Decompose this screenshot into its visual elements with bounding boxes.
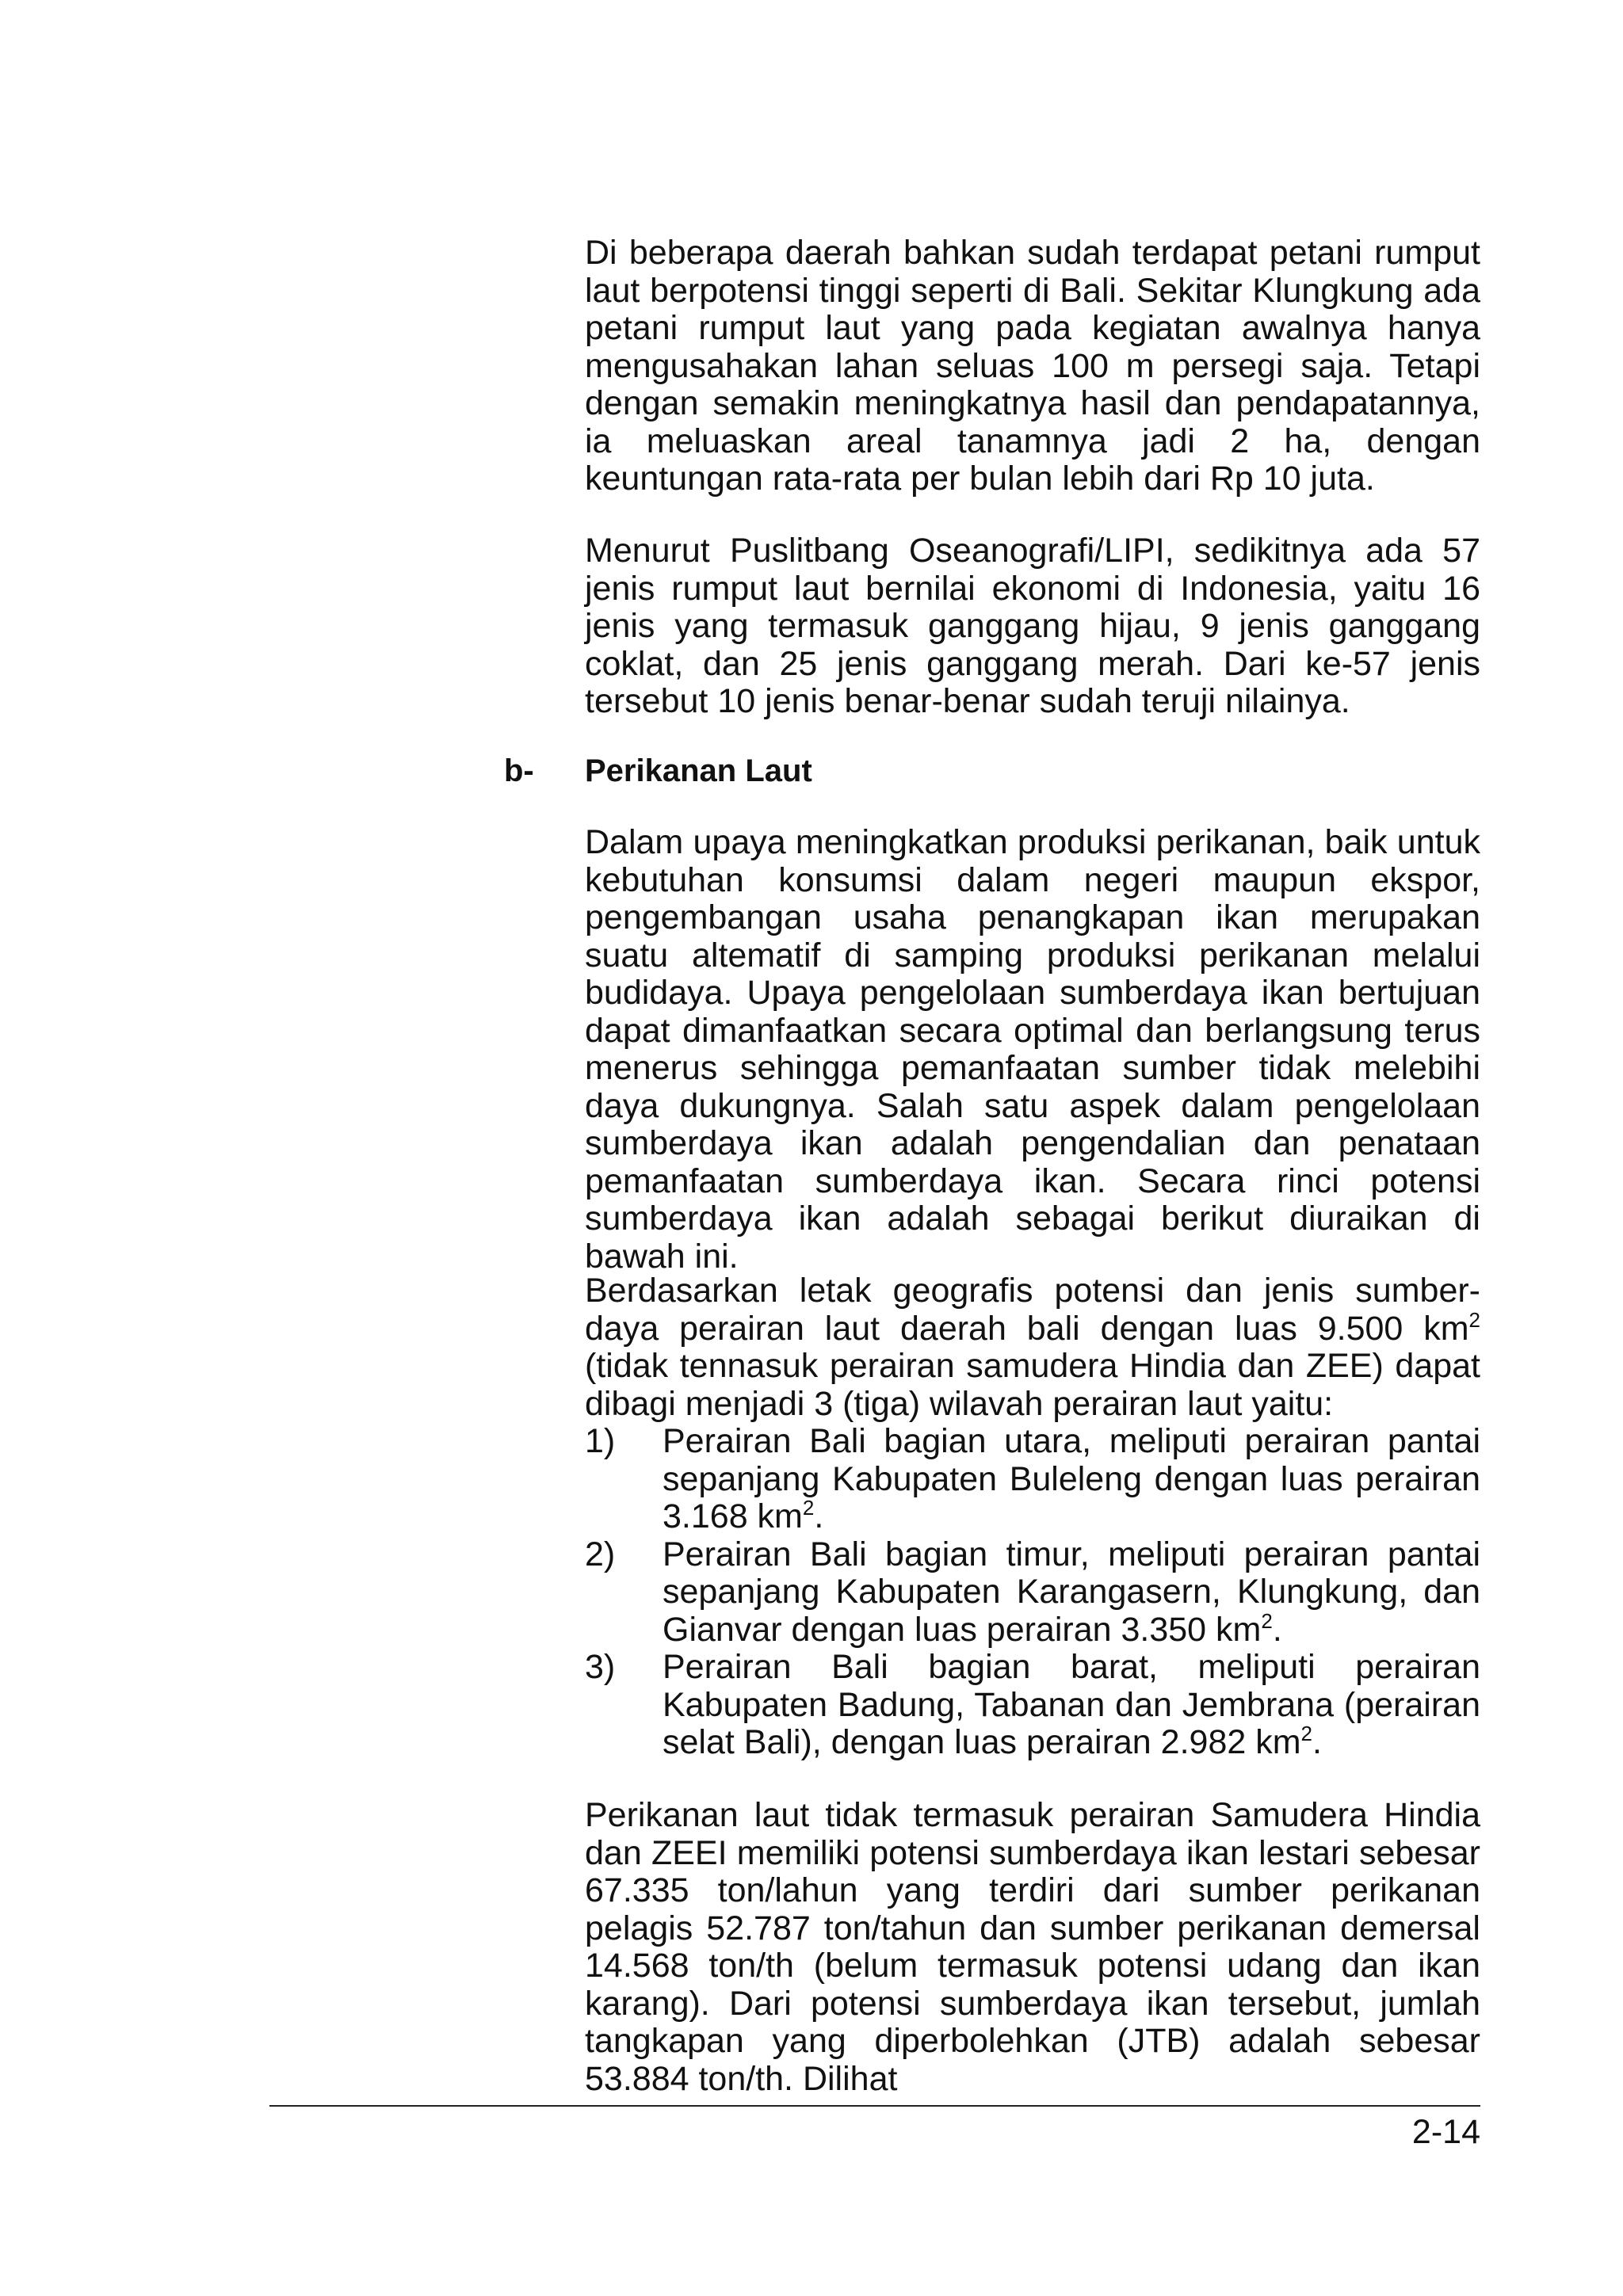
paragraph-fisheries-intro (585, 824, 1480, 1276)
paragraph-seaweed-farmers (585, 235, 1480, 498)
superscript: 2 (1261, 1608, 1273, 1633)
list-item-text-part: Perairan Bali bagian timur, meliputi perairan pantai sepanjang Kabupaten Karangasern, Klungkung, dan Gianvar dengan luas perairan 3.350 km (663, 1535, 1480, 1649)
list-item-tail: . (1272, 1610, 1282, 1649)
list-item-text (663, 1536, 1480, 1650)
list-item (585, 1649, 1480, 1762)
paragraph-fish-stock (585, 1797, 1480, 2098)
list-item-text (663, 1423, 1480, 1536)
paragraph-text (585, 1272, 1480, 1423)
list-item-text-part: Perairan Bali bagian barat, meliputi perairan Kabupaten Badung, Tabanan dan Jembrana (perairan selat Bali), dengan luas perairan 2.982 km (663, 1648, 1480, 1761)
paragraph-text-part: (tidak tennasuk perairan samudera Hindia dan ZEE) dapat dibagi menjadi 3 (tiga) wilavah perairan laut yaitu: (585, 1347, 1480, 1423)
list-item-number: 2) (585, 1535, 616, 1573)
page-number: 2-14 (1411, 2113, 1480, 2151)
footer-divider (269, 2105, 1480, 2107)
superscript: 2 (1300, 1722, 1313, 1745)
paragraph-text: Dalam upaya meningkatkan produksi perikanan, baik untuk kebutuhan konsumsi dalam negeri maupun ekspor, pengembangan usaha penangkapan ikan merupakan suatu altematif di samping produksi perikanan melalui budidaya. Upaya pengelolaan sumberdaya ikan bertujuan dapat dimanfaatkan secara optimal dan berlangsung terus menerus sehingga pemanfaatan sumber tidak melebihi daya dukungnya. Salah satu aspek dalam pengelolaan sumberdaya ikan adalah pengendalian dan penataan pemanfaatan sumberdaya ikan. Secara rinci potensi sumberdaya ikan adalah sebagai berikut diuraikan di bawah ini. (585, 823, 1480, 1276)
list-item-text-part: Perairan Bali bagian utara, meliputi perairan pantai sepanjang Kabupaten Buleleng dengan luas perairan 3.168 km (663, 1422, 1480, 1535)
list-item-tail: . (1312, 1723, 1322, 1761)
paragraph-text: Menurut Puslitbang Oseanografi/LIPI, sedikitnya ada 57 jenis rumput laut bernilai ekonomi di Indonesia, yaitu 16 jenis yang termasuk ganggang hijau, 9 jenis ganggang coklat, dan 25 jenis ganggang merah. Dari ke-57 jenis tersebut 10 jenis benar-benar sudah teruji nilainya. (585, 532, 1480, 720)
paragraph-text-part: Berdasarkan letak geografis potensi dan jenis sumber-daya perairan laut daerah bali dengan luas 9.500 km (585, 1272, 1480, 1348)
list-item (585, 1536, 1480, 1650)
list-item-text (663, 1649, 1480, 1762)
waters-list (585, 1423, 1480, 1762)
superscript: 2 (1468, 1307, 1480, 1332)
paragraph-seaweed-species (585, 532, 1480, 721)
list-item-number: 1) (585, 1422, 616, 1460)
list-item-tail: . (814, 1497, 824, 1535)
list-item-number: 3) (585, 1648, 616, 1686)
list-item (585, 1423, 1480, 1536)
paragraph-geographic-potential (585, 1272, 1480, 1423)
superscript: 2 (802, 1496, 815, 1520)
paragraph-text: Di beberapa daerah bahkan sudah terdapat petani rumput laut berpotensi tinggi seperti di Bali. Sekitar Klungkung ada petani rumput laut yang pada kegiatan awalnya hanya mengusahakan lahan seluas 100 m persegi saja. Tetapi dengan semakin meningkatnya hasil dan pendapatannya, ia meluaskan areal tanamnya jadi 2 ha, dengan keuntungan rata-rata per bulan lebih dari Rp 10 juta. (585, 234, 1480, 498)
section-title: Perikanan Laut (585, 753, 812, 788)
section-marker: b- (504, 753, 534, 788)
paragraph-text: Perikanan laut tidak termasuk perairan Samudera Hindia dan ZEEI memiliki potensi sumberdaya ikan lestari sebesar 67.335 ton/lahun yang terdiri dari sumber perikanan pelagis 52.787 ton/tahun dan sumber perikanan demersal 14.568 ton/th (belum termasuk potensi udang dan ikan karang). Dari potensi sumberdaya ikan tersebut, jumlah tangkapan yang diperbolehkan (JTB) adalah sebesar 53.884 ton/th. Dilihat (585, 1796, 1480, 2098)
